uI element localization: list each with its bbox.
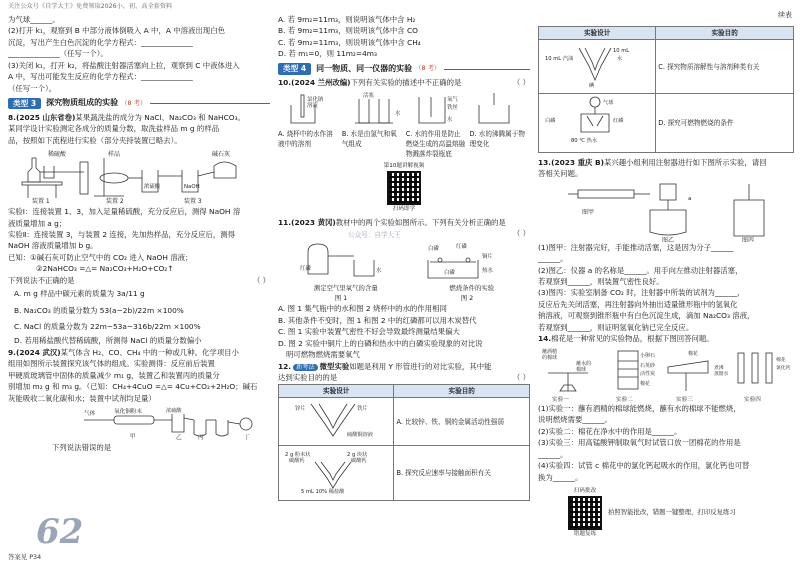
column-left	[8, 14, 270, 453]
answer-paren: （ ）	[512, 373, 530, 383]
option-c: C. 图 1 实验中装置气密性不好会导致最终测量结果偏大	[278, 327, 460, 337]
question-number: 11.	[278, 217, 292, 227]
question-text: 下列有关实验的描述中不正确的是	[350, 78, 462, 88]
purpose-cell: A. 比较锌、铁、铜的金属活动性强弱	[394, 398, 530, 446]
text-line: 组用如图所示装置探究该气体的组成。实验测得：反应前后装置	[8, 359, 215, 369]
answer-reference: 答案见 P34	[8, 553, 42, 561]
label-solution: 溶液	[307, 102, 318, 109]
table-header: 实验目的	[656, 27, 794, 40]
label-cuso4: 硫酸铜溶液	[347, 432, 373, 439]
text-line: 为气球______。	[8, 15, 60, 24]
column-right	[538, 26, 794, 538]
question-13	[538, 157, 794, 334]
question-source: (2025 山东省卷)	[15, 112, 76, 122]
question-source: (2023 重庆 B)	[551, 157, 604, 167]
label-distilled-water: 蒸馏水	[714, 371, 729, 377]
table-row	[279, 446, 530, 500]
text-line: (3)关闭 k₁，打开 k₂，将盐酸注射器活塞向上拉，观察到 C 中液体进入	[8, 60, 240, 70]
option-a: A. 若 9m₂=11m₃，则说明该气体中含 H₂	[278, 15, 416, 24]
figure-captions	[278, 284, 530, 294]
page-number: 62	[36, 512, 84, 552]
label-caco3: 碳酸钙	[351, 458, 367, 465]
label-white-phosphorus: 白磷	[545, 118, 556, 125]
continued-label: 续表	[778, 11, 792, 19]
option-c: C. 若 9m₂=11m₃，则说明该气体中含 CH₄	[278, 37, 421, 47]
option-d: D. 若用稀盐酸代替稀硫酸，所测得 NaCl 的质量分数偏小	[14, 336, 202, 346]
qr-block-q14[interactable]	[538, 487, 794, 538]
qr-block-q10[interactable]	[278, 162, 530, 213]
fig-name-2: 图 2	[460, 293, 474, 302]
y-tube-drawing	[281, 448, 385, 494]
label-water-cotton: 蘸水的	[576, 360, 592, 367]
label-cotton-ball: 的棉球	[542, 354, 558, 361]
purpose-cell: C. 探究物质溶解性与溶剂种类有关	[656, 40, 794, 94]
label-hcl: 5 mL 10% 稀盐酸	[301, 489, 345, 495]
text-line: 实验Ⅱ：连接装置 3，与装置 2 连接，先加热样品，充分反应后，测得	[8, 230, 236, 240]
question-source: (2024 兰州改编)	[291, 78, 351, 88]
option-a: A. m g 样品中碳元素的质量为 3a/11 g	[14, 289, 145, 299]
label-dilute-sulfuric-acid: 稀硫酸	[48, 151, 67, 159]
apparatus-figure-q8	[8, 148, 270, 204]
section-tag: 类型 4	[278, 63, 311, 75]
purpose-cell: B. 探究反应速率与接触面积有关	[394, 446, 530, 500]
fig-name-1: 图 1	[334, 293, 348, 302]
option-c: C. 水的作用是防止燃烧生成的高温熔融物溅落炸裂瓶底	[405, 129, 466, 159]
label-white-phosphorus-2: 白磷	[444, 269, 455, 276]
label-device-2: 装置 2	[106, 198, 124, 205]
section-tag: 类型 3	[8, 98, 41, 110]
text-line: 某同学设计实验测定各成分的质量分数，取洗盐样品 m g 的样品	[8, 124, 220, 134]
table-header: 实验设计	[539, 27, 656, 40]
label-caco3: 碳酸钙	[289, 458, 305, 465]
options-row	[278, 129, 530, 160]
fig-name-exp3: 实验三	[676, 396, 693, 403]
design-cell	[279, 446, 394, 500]
text-line: （任写一个）。	[8, 83, 57, 93]
y-tube-drawing	[541, 96, 649, 146]
label-balloon: 气球	[603, 100, 614, 107]
option-a: A. 图 1 集气瓶中的水和图 2 烧杯中的水的作用相同	[278, 304, 447, 314]
section-header-3	[8, 97, 270, 109]
fig-name-exp4: 实验四	[744, 396, 761, 403]
question-prompt: 下列说法不正确的是	[8, 275, 75, 285]
question-prompt: 下列说法错误的是	[52, 443, 112, 453]
option-b: B. 其他条件不变时，图 1 和图 2 中的红磷都可以用木炭替代	[278, 315, 477, 325]
section-count: （8 考）	[121, 98, 147, 107]
label-cotton-ball: 棉球	[576, 366, 587, 373]
label-gas: 气体	[84, 411, 96, 418]
option-d: D. 若 m₁=0，则 11m₂=4m₃	[278, 49, 377, 59]
label-copper-sheet: 铜片	[482, 253, 493, 260]
text-line: ______。	[538, 254, 568, 264]
question-number: 8.	[8, 112, 16, 122]
answer-paren: （ ）	[512, 229, 530, 239]
question-text: 如题是利用 Y 形管进行的对比实验，其中能	[349, 361, 492, 371]
option-d: D. 水的沸腾属于物理变化	[469, 129, 525, 148]
text-line: (4)实验四：试管 c 棉花中的氯化钙起吸水的作用，氯化钙也可替	[538, 461, 750, 471]
text-line: 别增加 m₂ g 和 m₃ g。（已知：CH₄+4CuO =△= 4Cu+CO₂+2H₂O；碱石	[8, 382, 258, 392]
label-conc-sulfuric: 浓硫酸	[144, 184, 161, 191]
figure-names	[278, 294, 530, 304]
table-row	[279, 398, 530, 446]
label-iron: 铁片	[357, 406, 368, 413]
y-tube-drawing	[541, 42, 649, 88]
label-boiled-water: 煮沸	[714, 365, 724, 371]
qr-code-icon[interactable]	[387, 171, 421, 205]
apparatus-figure-q9	[8, 406, 270, 440]
text-line: 灰能吸收二氧化碳和水；装置中试剂均足量）	[8, 393, 156, 403]
label-white-phosphorus: 白磷	[428, 245, 439, 252]
new-method-badge: 新考法	[293, 364, 318, 371]
text-line: NaOH 溶液质量增加 b g。	[8, 241, 98, 251]
question-14	[538, 333, 794, 538]
label-cotton: 棉花	[640, 380, 651, 387]
table-row	[539, 94, 794, 152]
text-line: 品，按照如下流程进行实验（部分夹持装置已略去）。	[8, 135, 182, 145]
text-line: ______________（任写一个）。	[8, 49, 108, 59]
question-text: 棉花是一种常见的实验物品，根据下图回答问题。	[551, 334, 714, 344]
label-cotton-2: 棉花	[688, 350, 699, 357]
label-hot-water: 热水	[482, 267, 493, 274]
label-cuo: 氧化铜粉末	[114, 409, 142, 416]
text-line: (1)实验一：蘸有酒精的棉球能燃烧，蘸有水的棉球不能燃烧，	[538, 403, 741, 413]
text-line: ______。	[538, 449, 568, 459]
label-block-caco3: 2 g 块状	[347, 452, 368, 459]
apparatus-drawing	[14, 148, 264, 204]
qr-code-icon[interactable]	[568, 496, 602, 530]
question-number: 13.	[538, 157, 552, 167]
text-line: 换为______。	[538, 472, 583, 482]
caption-fig2: 燃烧条件的实验	[449, 283, 495, 292]
text-line: (3)实验三：用高锰酸钾制取氧气时试管口放一团棉花的作用是	[538, 438, 741, 448]
label-water: 水	[617, 56, 623, 63]
section-count: （8 考）	[415, 64, 441, 73]
answer-paren: （ ）	[252, 275, 270, 285]
qr-description: 拍照智能批改，错题一键整理，打印反复练习	[608, 507, 736, 516]
question-subtitle: 微型实验	[319, 361, 350, 371]
apparatus-figure-q13	[538, 180, 794, 242]
label-sample: 样品	[108, 151, 121, 159]
fig-name-exp1: 实验一	[552, 396, 569, 403]
experiment-table	[278, 384, 530, 501]
apparatus-drawing	[278, 240, 528, 284]
apparatus-drawing	[538, 345, 794, 403]
label-activated-carbon: 活性炭	[640, 370, 656, 377]
label-oxygen: 氧气	[447, 96, 458, 103]
option-d: D. 图 2 实验中铜片上的白磷和热水中的白磷实验现象的对比说	[278, 338, 483, 348]
watermark-text: 关注公众号《自学大王》免费领取2026小、初、高全套资料	[8, 3, 173, 10]
experiment-table-continued	[538, 26, 794, 153]
apparatus-drawing	[279, 91, 529, 127]
text-line: (1)图甲：注射器完好，手能推动活塞，这是因为分子______	[538, 242, 734, 252]
label-yi: 乙	[176, 435, 182, 441]
apparatus-drawing	[84, 406, 264, 440]
question-number: 9.	[8, 347, 16, 357]
equation-line: ②2NaHCO₃ =△= Na₂CO₃+H₂O+CO₂↑	[36, 264, 174, 274]
section-header-4	[278, 63, 530, 75]
label-alcohol-cotton: 蘸酒精	[542, 348, 558, 355]
answer-paren: （ ）	[512, 78, 530, 88]
question-text: 教材中的两个实验如图所示。下列有关分析正确的是	[335, 217, 506, 227]
label-a: a	[688, 195, 692, 202]
text-line: (2)实验二：棉花在净水中的作用是______。	[538, 426, 682, 436]
label-red-phosphorus: 红磷	[300, 265, 311, 272]
question-9	[8, 347, 270, 454]
question-text: 某气体含 H₂、CO、CH₄ 中的一种或几种。化学项目小	[60, 347, 239, 357]
qr-bottom-label: 错题复练	[573, 530, 597, 537]
apparatus-figure-q14	[538, 345, 794, 403]
watermark-overlay: 公众号：自学大王	[348, 230, 401, 239]
design-cell	[539, 94, 656, 152]
text-line: 实验Ⅰ：连接装置 1、3，加入足量稀硫酸，充分反应后，测得 NaOH 溶	[8, 207, 241, 217]
label-water: 水	[447, 116, 453, 123]
column-middle	[278, 14, 530, 501]
label-water: 水	[376, 267, 382, 274]
purpose-cell: D. 探究可燃物燃烧的条件	[656, 94, 794, 152]
fig-name-yi: 图乙	[662, 236, 675, 242]
table-header: 实验设计	[279, 384, 394, 397]
label-valve: 活塞	[363, 92, 374, 99]
label-cacl2: 氯化钙	[776, 365, 791, 371]
section-title: 探究物质组成的实验	[46, 98, 119, 108]
label-gasoline: 10 mL 汽油	[545, 56, 574, 63]
section-rule	[150, 103, 270, 104]
text-line: A 中，写出可能发生反应的化学方程式：______________	[8, 72, 193, 82]
table-header: 实验目的	[394, 384, 530, 397]
apparatus-figure-q10	[278, 91, 530, 127]
label-conc-h2so4: 浓硫酸	[166, 408, 182, 415]
question-number: 10.	[278, 78, 292, 88]
text-line: 若观察到______，则装置气密性良好。	[538, 277, 664, 286]
option-c: C. NaCl 的质量分数为 22m−53a−316b/22m ×100%	[14, 321, 201, 331]
question-source: (2023 黄冈)	[291, 217, 336, 227]
question-source: (2024 武汉)	[15, 347, 61, 357]
label-nacl: 氯化钠	[307, 96, 324, 103]
label-water: 水	[395, 110, 401, 117]
question-number: 12.	[278, 361, 292, 371]
option-b: B. 水是由氢气和氧气组成	[341, 129, 397, 148]
label-device-3: 装置 3	[184, 198, 202, 205]
apparatus-figure-q11	[278, 230, 530, 284]
label-soda-lime: 碱石灰	[212, 151, 231, 159]
qr-caption: 第10题讲解视频	[383, 163, 425, 170]
text-line: 液质量增加 a g；	[8, 218, 67, 228]
label-red-phosphorus: 红磷	[613, 118, 624, 125]
y-tube-drawing	[281, 400, 385, 440]
text-line: 沉淀，写出产生白色沉淀的化学方程式：______________	[8, 37, 193, 47]
label-10ml: 10 mL	[613, 48, 630, 55]
section-rule	[444, 69, 530, 70]
label-zinc: 锌片	[295, 406, 306, 413]
question-text: 某果蔬洗盐的成分为 NaCl、Na₂CO₃ 和 NaHCO₃。	[75, 112, 245, 122]
text-line: 说明燃烧需要______。	[538, 415, 612, 425]
option-b: B. 若 9m₂=11m₃，则说明该气体中含 CO	[278, 26, 418, 36]
question-8	[8, 112, 270, 347]
question-number: 14.	[538, 334, 552, 344]
caption-fig1: 测定空气里氧气的含量	[313, 283, 378, 292]
fig-name-jia: 图甲	[582, 208, 595, 216]
section-title: 同一物质、同一仪器的实验	[316, 63, 413, 73]
question-11	[278, 217, 530, 361]
text-line: 甲硬质玻璃管中固体的质量减少 m₁ g，装置乙和装置丙的质量分	[8, 370, 220, 380]
text-line: 已知：①碱石灰可防止空气中的 CO₂ 进入 NaOH 溶液；	[8, 252, 193, 262]
label-cotton-3: 棉花	[776, 357, 786, 363]
option-a: A. 烧杯中的水作溶液中的溶剂	[278, 129, 333, 148]
label-bing: 丙	[198, 435, 204, 441]
text-line: (2)图乙：仪器 a 的名称是______。用手向左推动注射器活塞，	[538, 265, 743, 275]
option-b: B. Na₂CO₃ 的质量分数为 53(a−2b)/22m ×100%	[14, 305, 184, 315]
qr-top-label: 扫码批改	[573, 488, 597, 495]
label-ding: 丁	[244, 435, 250, 441]
label-red-phosphorus-2: 红磷	[456, 243, 467, 250]
fig-name-bing: 图丙	[742, 236, 755, 242]
design-cell	[279, 398, 394, 446]
label-hot-water: 80 ℃ 热水	[571, 138, 598, 145]
label-iodine: 碘	[589, 83, 595, 89]
table-row	[539, 40, 794, 94]
fig-name-exp2: 实验二	[616, 396, 633, 403]
option-d-cont: 明可燃物燃烧需要氧气	[286, 350, 360, 360]
question-text: 达到实验目的的是	[278, 373, 338, 383]
question-text: 答相关问题。	[538, 169, 583, 179]
label-quartz-sand: 石英砂	[640, 362, 656, 369]
design-cell	[539, 40, 656, 94]
text-line: 若观察到______，则证明氢氧化钠已完全反应。	[538, 322, 694, 332]
text-line: 反应后先关闭活塞，再注射器向外抽出适量锥形瓶中的氢氧化	[538, 299, 738, 309]
label-device-1: 装置 1	[32, 198, 50, 205]
text-line: 钠溶液，可观察到锥形瓶中有白色沉淀生成，滴加 Na₂CO₃ 溶液，	[538, 311, 755, 321]
text-line: (2)打开 k₁，观察到 B 中部分液体倒吸入 A 中，A 中溶液出现白色	[8, 26, 225, 36]
question-text: 某兴趣小组利用注射器进行如下图所示实验，请回	[603, 157, 767, 167]
question-12	[278, 361, 530, 501]
apparatus-drawing	[538, 180, 794, 242]
label-iron-wire: 铁丝	[447, 104, 458, 111]
question-10	[278, 77, 530, 213]
label-pebble: 小卵石	[640, 352, 656, 359]
text-line: (3)图丙：实验室制备 CO₂ 时，注射器中所装的试剂为______，	[538, 288, 745, 298]
label-powder-caco3: 2 g 粉末状	[285, 452, 311, 459]
label-jia: 甲	[130, 434, 136, 441]
qr-label: 扫码即学	[392, 206, 416, 213]
label-naoh: NaOH	[184, 184, 200, 191]
